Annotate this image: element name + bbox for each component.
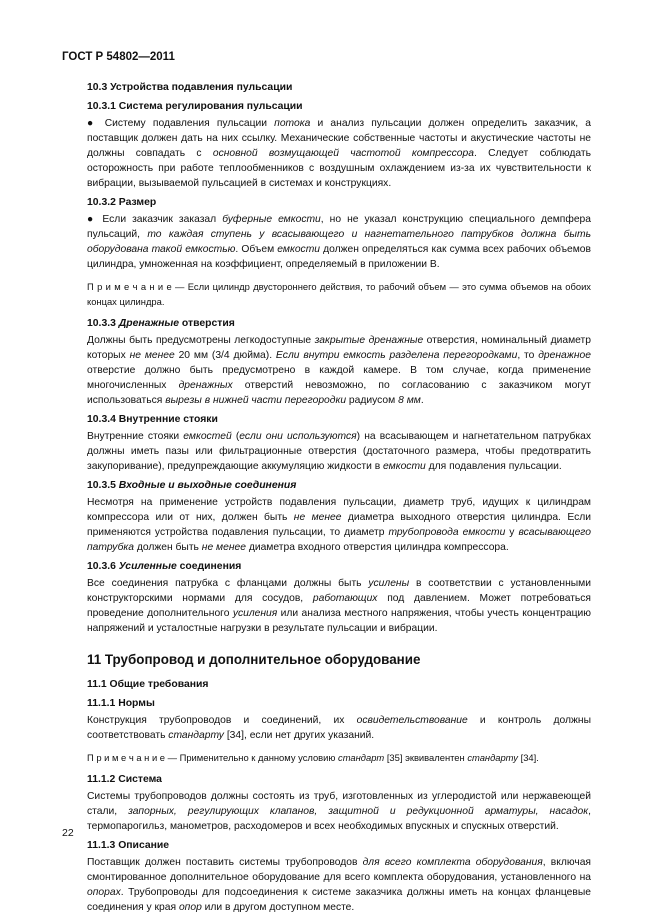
section-heading: 11.1.1 Нормы <box>87 698 155 709</box>
paragraph: Должны быть предусмотрены легкодоступные закрытые дренажные отверстия, номинальный диаметр которых не менее 20 мм (3/4 дюйма). Если внутри емкость разделена перегородками, то дренажное отверстие должно быть предусмотрено в каждой камере. В том случае, когда применение многочисленных дренажных отверстий невозможно, по согласованию с заказчиком могут использоваться вырезы в нижней части перегородки радиусом 8 мм. <box>87 335 591 406</box>
section-heading: 11.1.2 Система <box>87 774 162 785</box>
section-heading: 10.3.5 Входные и выходные соединения <box>87 480 297 491</box>
section-heading: 11.1.3 Описание <box>87 840 170 851</box>
section-heading: 10.3 Устройства подавления пульсации <box>87 82 293 93</box>
chapter-heading: 11 Трубопровод и дополнительное оборудование <box>87 652 421 667</box>
paragraph: ● Систему подавления пульсации потока и анализ пульсации должен определить заказчик, а поставщик должен дать на них ссылку. Механические собственные частоты и акустические частоты не должны совпадать с основной возмущающей частотой компрессора. Следует соблюдать осторожность при работе теплообменников с воздушным охлаждением из-за их чувствительности к вибрации, вызываемой пульсацией в системах и конструкциях. <box>87 118 591 189</box>
paragraph: Внутренние стояки емкостей (если они используются) на всасывающем и нагнетательном патрубках должны иметь пазы или фильтрационные отверстия (достаточного размера, чтобы предотвратить закупоривание), предупреждающие аккумуляцию жидкости в емкости для подавления пульсации. <box>87 431 591 472</box>
section-heading: 10.3.3 Дренажные отверстия <box>87 318 235 329</box>
note: П р и м е ч а н и е — Применительно к данному условию стандарт [35] эквивалентен стандарту [34]. <box>87 752 539 763</box>
paragraph: Системы трубопроводов должны состоять из труб, изготовленных из углеродистой или нержавеющей стали, запорных, регулирующих клапанов, защитной и редукционной арматуры, насадок, термопарогильз, манометров, расходомеров и всех необходимых впускных и спускных отверстий. <box>87 791 591 832</box>
section-heading: 10.3.2 Размер <box>87 197 157 208</box>
page-number: 22 <box>62 827 74 839</box>
document-header: ГОСТ Р 54802—2011 <box>62 51 175 63</box>
paragraph: Несмотря на применение устройств подавления пульсации, диаметр труб, идущих к цилиндрам компрессора или от них, должен быть не менее диаметра выходного отверстия цилиндра. Если применяются устройства подавления пульсации, то диаметр трубопровода емкости у всасывающего патрубка должен быть не менее диаметра входного отверстия цилиндра компрессора. <box>87 497 591 553</box>
section-heading: 11.1 Общие требования <box>87 679 209 690</box>
section-heading: 10.3.6 Усиленные соединения <box>87 561 242 572</box>
paragraph: ● Если заказчик заказал буферные емкости, но не указал конструкцию специального демпфера пульсаций, то каждая ступень у всасывающего и нагнетательного патрубков должна быть оборудована такой емкостью. Объем емкости должен определяться как сумма всех рабочих объемов цилиндра, умноженная на коэффициент, определяемый в приложении В. <box>87 214 592 270</box>
note: П р и м е ч а н и е — Если цилиндр двустороннего действия, то рабочий объем — это сумма объемов на обоих концах цилиндра. <box>87 281 591 307</box>
paragraph: Конструкция трубопроводов и соединений, их освидетельствование и контроль должны соответствовать стандарту [34], если нет других указаний. <box>87 715 591 741</box>
document-body <box>87 80 591 915</box>
section-heading: 10.3.1 Система регулирования пульсации <box>87 101 303 112</box>
section-heading: 10.3.4 Внутренние стояки <box>87 414 218 425</box>
paragraph: Все соединения патрубка с фланцами должны быть усилены в соответствии с установленными конструкторскими нормами для сосудов, работающих под давлением. Может потребоваться проведение дополнительного усиления или анализа местного напряжения, чтобы учесть концентрацию напряжений и усталостные нагрузки в результате пульсации и вибрации. <box>87 578 591 634</box>
paragraph: Поставщик должен поставить системы трубопроводов для всего комплекта оборудования, включая смонтированное дополнительное оборудование для всего комплекта оборудования, установленного на опорах. Трубопроводы для подсоединения к системе заказчика должны иметь на концах фланцевые соединения у края опор или в другом доступном месте. <box>87 857 592 913</box>
